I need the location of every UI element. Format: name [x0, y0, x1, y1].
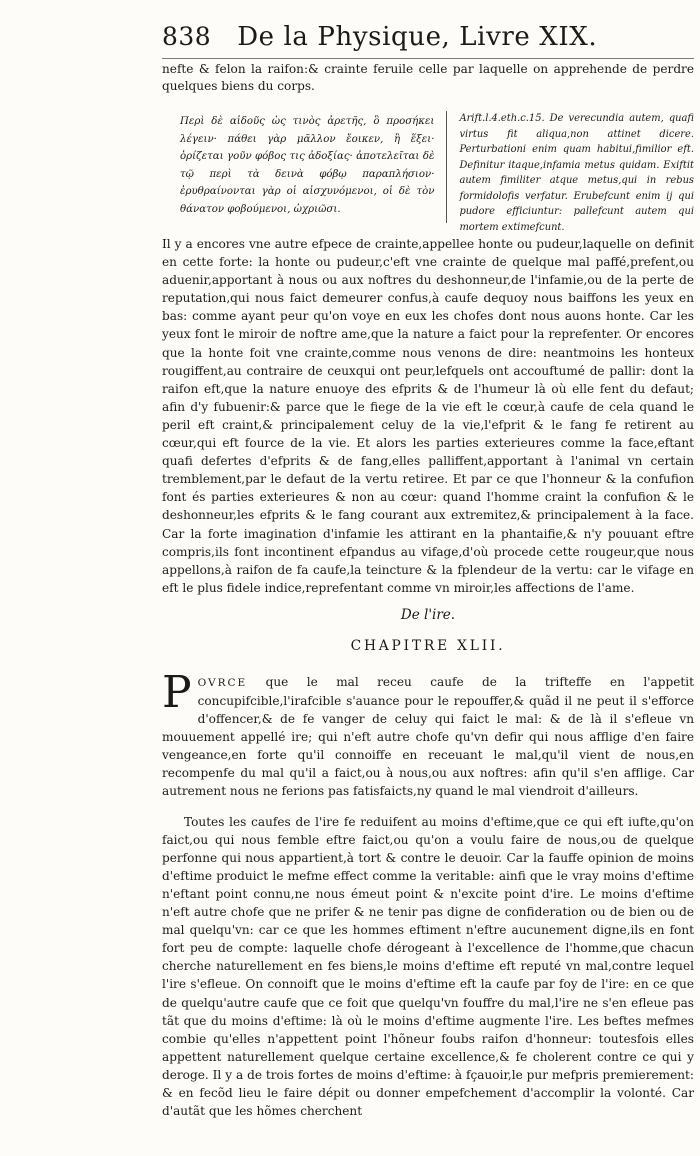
- page-number: 838: [162, 22, 212, 51]
- quotation-block: [162, 109, 694, 233]
- drop-cap: P: [162, 666, 192, 718]
- page-content: [162, 22, 694, 1120]
- latin-quotation: Arift.l.4.eth.c.15. De verecundia autem, quafi virtus fit aliqua,non attinet dicere. Perturbationi enim quam habitui,fimilior eft. Definitur itaque,infamia metus quidam. Exiftit autem fimiliter atque metus,qui in rebus formidolofis verfatur. Erubefcunt enim ij qui pudore efficiuntur: pallefcunt autem qui mortem extimefcunt.: [459, 113, 694, 233]
- ire-intro-text: que le mal receu caufe de la trifteffe en l'appetit concupifcible,l'irafcible s'auance pour le repouffer,& quãd il ne peut il s'efforce d'offencer,& de fe vanger de celuy qui faict le mal: & de là il s'efleue vn mouuement appellé ire; qui n'eft autre chofe qu'vn defir qui nous afflige d'en faire vengeance,en forte qu'il connoiffe en receuant le mal,qu'il vient de nous,en recompenfe du mal qu'il a faict,ou à nous,ou aux noftres: afin qu'il s'en afflige. Car autrement nous ne ferions pas fatisfaicts,ny quand le mal viendroit d'ailleurs.: [162, 674, 694, 799]
- quotation-divider: [446, 111, 447, 223]
- carry-over-text: nefte & felon la raifon:& crainte feruile celle par laquelle on apprehende de perdre quelques biens du corps.: [162, 62, 694, 93]
- section-subtitle: De l'ire.: [400, 606, 456, 623]
- paragraph-causes: Toutes les caufes de l'ire fe reduifent au moins d'eftime,que ce qui eft iufte,qu'on faict,ou qui nous femble eftre faict,ou qu'on a voulu faire de nous,ou de quelque perfonne qui nous appartient,à tort & contre le deuoir. Car la fauffe opinion de moins d'eftime produict le mefme effect comme la veritable: ainfi que le vray moins d'eftime n'eftant point connu,ne nous émeut point & n'excite point d'ire. Le moins d'eftime n'eft autre chofe que ne prifer & ne tenir pas digne de confideration ou de bien ou de mal quelqu'vn: car ce que les hommes eftiment n'eftre aucunement digne,ils en font fort peu de compte: laquelle chofe dérogeant à l'excellence de l'homme,que chacun cherche naturellement en fes biens,le moins d'eftime eft reputé vn mal,contre lequel l'ire s'efleue. On connoift que le moins d'eftime eft la caufe par foy de l'ire: en ce que de quelqu'autre caufe que ce foit que quelqu'vn fouffre du mal,l'ire ne s'en efleue pas tãt que du moins d'eftime: là où le moins d'eftime augmente l'ire. Les beftes mefmes combie qu'elles n'appettent point l'hõneur foubs raifon d'honneur: toutesfois elles appettent naturellement quelque certaine excellence,& fe cholerent contre ce qui y deroge. Il y a de trois fortes de moins d'eftime: à fçauoir,le pur mefpris premierement: & en fecõd lieu le faire dépit ou donner empefchement d'accomplir la volonté. Car d'autãt que les hõmes cherchent: [162, 814, 694, 1119]
- running-title: De la Physique, Livre XIX.: [237, 22, 598, 52]
- running-header: [162, 22, 694, 59]
- paragraph-shame: Il y a encores vne autre efpece de crainte,appellee honte ou pudeur,laquelle on definit en cette forte: la honte ou pudeur,c'eft vne crainte de quelque mal paffé,prefent,ou aduenir,apportant à nous ou aux noftres du deshonneur,de l'infamie,ou de la perte de reputation,qui nous faict demeurer confus,à caufe dequoy nous baiffons les yeux en bas: comme ayant peur qu'on voye en eux les chofes dont nous auons honte. Car les yeux font le miroir de noftre ame,que la nature a faict pour la reprefenter. Or encores que la honte foit vne crainte,comme nous venons de dire: neantmoins les honteux rougiffent,au contraire de ceuxqui ont peur,lefquels ont accouftumé de pallir: dont la raifon eft,que la nature enuoye des efprits & de l'humeur là où elle fent du defaut; afin d'y fubuenir:& parce que le fiege de la vie eft le cœur,à caufe de cela quand le peril eft craint,& principalement celuy de la vie,l'efprit & le fang fe retirent au cœur,qui eft fource de la vie. Et alors les parties exterieures comme la face,eftant quafi defertes d'efprits & de fang,elles palliffent,apportant à l'animal vn certain tremblement,par le defaut de la vertu retiree. Et par ce que l'honneur & la confufion font és parties exterieures & non au cœur: quand l'homme craint la confufion & le deshonneur,les efprits & le fang courant aux extremitez,& principalement à la face. Car la forte imagination d'infamie les attirant en la phantaifie,& n'y pouuant eftre compris,ils font incontinent efpandus au vifage,d'où procede cette rougeur,que nous appellons,à raifon de fa caufe,la teincture & la fplendeur de la vertu: car le vifage en eft le plus fidele indice,reprefentant comme vn miroir,les affections de l'ame.: [162, 237, 694, 595]
- greek-quotation: Περὶ δὲ αἰδοῦς ὡς τινὸς ἀρετῆς, ὃ προσήκει λέγειν· πάθει γὰρ μᾶλλον ἔοικεν, ἢ ἕξει· ὁρίζεται γοῦν φόβος τις ἀδοξίας· ἀποτελεῖται δὲ τῷ περὶ τὰ δεινὰ φόβῳ παραπλήσιον· ἐρυθραίνονται γὰρ οἱ αἰσχυνόμενοι, οἱ δὲ τὸν θάνατον φοβούμενοι, ὠχριῶσι.: [180, 116, 435, 215]
- chapter-heading: CHAPITRE XLII.: [350, 637, 506, 654]
- paragraph-ire-intro: [162, 666, 694, 801]
- drop-cap-small-caps: OVRCE: [197, 676, 248, 689]
